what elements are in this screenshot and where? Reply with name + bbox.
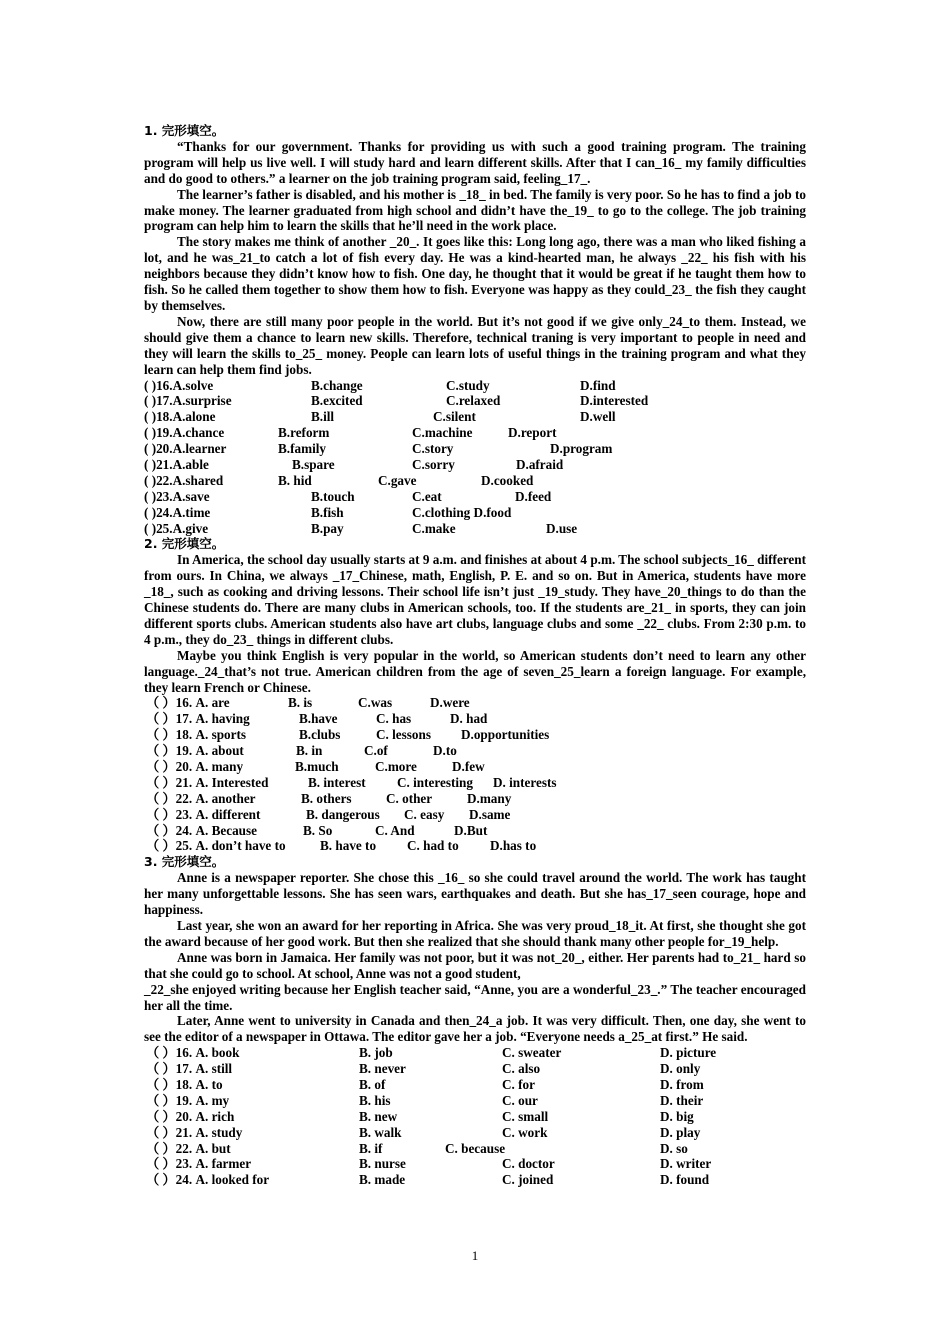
- option-a: （ ）22. A. but: [146, 1140, 231, 1156]
- option-c: C. other: [386, 790, 433, 806]
- option-a: （ ）18. A. sports: [146, 727, 247, 743]
- option-c: C.was: [358, 695, 393, 711]
- option-a: （ ）19. A. my: [146, 1092, 230, 1108]
- option-b: B.spare: [292, 456, 335, 472]
- option-b: B.fish: [311, 504, 344, 520]
- option-a: （ ）21. A. Interested: [146, 774, 269, 790]
- option-row: [144, 727, 806, 743]
- passage-paragraph: “Thanks for our government. Thanks for providing us with such a good training program. The training program will help us live well. I will study hard and learn different skills. After that I can_16_ my family difficulties and do good to others.” a learner on the job training program said, feeling_17_.: [144, 138, 806, 186]
- option-c: C.machine: [412, 425, 473, 441]
- option-list: [144, 695, 806, 854]
- passage-paragraph: Last year, she won an award for her reporting in Africa. She was very proud_18_it. At first, she thought she got the award because of her good work. But then she realized that she should thank many other people for_19_help.: [144, 918, 806, 949]
- option-d: D. from: [660, 1077, 704, 1093]
- option-d: D.few: [452, 759, 485, 775]
- option-a: ( )19.A.chance: [144, 425, 225, 441]
- option-row: [144, 1109, 806, 1125]
- option-c: C. because: [445, 1140, 506, 1156]
- option-c: C. lessons: [376, 727, 431, 743]
- option-a: ( )25.A.give: [144, 520, 209, 536]
- option-row: [144, 1125, 806, 1141]
- option-d: D.same: [469, 806, 511, 822]
- option-c: C.silent: [433, 409, 476, 425]
- option-row: [144, 743, 806, 759]
- option-c: C.more: [375, 759, 417, 775]
- option-a: ( )17.A.surprise: [144, 393, 232, 409]
- option-row: [144, 473, 806, 489]
- option-d: D. only: [660, 1061, 701, 1077]
- section-title: 2. 完形填空。: [144, 536, 225, 552]
- option-b: B. others: [301, 790, 352, 806]
- option-row: [144, 1093, 806, 1109]
- option-b: B.much: [295, 759, 339, 775]
- option-b: B. hid: [278, 472, 312, 488]
- option-d: D.afraid: [516, 456, 564, 472]
- option-c: C. doctor: [502, 1156, 555, 1172]
- passage-paragraph: Anne is a newspaper reporter. She chose this _16_ so she could travel around the world. The work has taught her many unforgettable lessons. She has seen wars, earthquakes and death. But she has_17_seen courage, hope and happiness.: [144, 870, 806, 918]
- option-d: D. picture: [660, 1045, 717, 1061]
- option-d: D.feed: [515, 488, 552, 504]
- option-b: B.clubs: [299, 727, 341, 743]
- option-b: B.family: [278, 441, 326, 457]
- option-row: [144, 457, 806, 473]
- option-a: ( )18.A.alone: [144, 409, 216, 425]
- option-row: [144, 1156, 806, 1172]
- option-d: D.to: [433, 743, 457, 759]
- option-c: C.make: [412, 520, 456, 536]
- option-b: B. of: [359, 1077, 386, 1093]
- document-body: [144, 123, 806, 1188]
- option-b: B. dangerous: [306, 806, 380, 822]
- option-b: B. never: [359, 1061, 406, 1077]
- option-row: [144, 441, 806, 457]
- option-c: C.gave: [378, 472, 417, 488]
- option-row: [144, 791, 806, 807]
- option-b: B. interest: [308, 774, 366, 790]
- option-a: （ ）18. A. to: [146, 1077, 223, 1093]
- section-title: 3. 完形填空。: [144, 854, 225, 870]
- option-d: D.well: [580, 409, 616, 425]
- option-row: [144, 838, 806, 854]
- option-a: （ ）21. A. study: [146, 1124, 243, 1140]
- option-a: （ ）23. A. farmer: [146, 1156, 252, 1172]
- option-a: （ ）19. A. about: [146, 743, 244, 759]
- passage-paragraph: The learner’s father is disabled, and his mother is _18_ in bed. The family is very poor. So he has to find a job to make money. The learner graduated from high school and didn’t have the_19_ to go to the college. The job training program can help him to learn the skills that he’ll need in the work place.: [144, 186, 806, 234]
- option-b: B.ill: [311, 409, 335, 425]
- option-c: C. joined: [502, 1172, 554, 1188]
- option-row: [144, 1061, 806, 1077]
- option-d: D.has to: [490, 838, 537, 854]
- option-a: （ ）17. A. still: [146, 1061, 233, 1077]
- option-c: C. interesting: [397, 774, 473, 790]
- option-row: [144, 1045, 806, 1061]
- option-a: （ ）24. A. Because: [146, 822, 257, 838]
- option-c: C. our: [502, 1092, 538, 1108]
- option-c: C.study: [446, 377, 490, 393]
- option-row: [144, 1172, 806, 1188]
- option-a: （ ）25. A. don’t have to: [146, 838, 286, 854]
- option-a: ( )23.A.save: [144, 488, 210, 504]
- option-c: C.eat: [412, 488, 442, 504]
- option-d: D. play: [660, 1124, 701, 1140]
- option-b: B.excited: [311, 393, 363, 409]
- option-b: B.change: [311, 377, 363, 393]
- option-b: B. new: [359, 1108, 398, 1124]
- passage-paragraph: Anne was born in Jamaica. Her family was not poor, but it was not_20_, either. Her parents had to_21_ hard so that she could go to school. At school, Anne was not a good student,: [144, 949, 806, 981]
- option-row: [144, 775, 806, 791]
- option-row: [144, 393, 806, 409]
- option-d: D.cooked: [481, 472, 534, 488]
- option-b: B. in: [296, 743, 323, 759]
- passage-paragraph: The story makes me think of another _20_. It goes like this: Long long ago, there was a man who liked fishing a lot, and he was_21_to catch a lot of fish every day. He was a kind-hearted man, he always _22_ his fish with his neighbors because they didn’t know how to fish. One day, he thought that it would be great if he taught them how to fish. So he called them together to show them how to fish. Everyone was happy as they could_23_ the fish they caught by themselves.: [144, 234, 806, 313]
- option-row: [144, 759, 806, 775]
- option-b: B. if: [359, 1140, 383, 1156]
- option-c: C. had to: [407, 838, 459, 854]
- option-d: D.opportunities: [461, 727, 550, 743]
- option-a: （ ）20. A. rich: [146, 1108, 235, 1124]
- option-b: B. have to: [320, 838, 377, 854]
- option-b: B. is: [288, 695, 313, 711]
- option-b: B.touch: [311, 488, 355, 504]
- option-b: B. made: [359, 1172, 406, 1188]
- passage-paragraph: Later, Anne went to university in Canada and then_24_a job. It was very difficult. Then, one day, she went to see the editor of a newspaper in Ottawa. The editor gave her a job. “Everyone needs a_25_at first.” He said.: [144, 1013, 806, 1045]
- option-c: C. And: [375, 822, 415, 838]
- option-row: [144, 378, 806, 394]
- option-d: D. interests: [493, 774, 557, 790]
- cloze-section-3: [144, 854, 806, 1188]
- option-b: B.pay: [311, 520, 344, 536]
- option-b: B. So: [303, 822, 333, 838]
- option-b: B.reform: [278, 425, 330, 441]
- option-d: D. found: [660, 1172, 710, 1188]
- option-d: D.program: [550, 441, 613, 457]
- option-c: C. small: [502, 1108, 549, 1124]
- passage-paragraph: In America, the school day usually starts at 9 a.m. and finishes at about 4 p.m. The school subjects_16_ different from ours. In China, we always _17_Chinese, math, English, P. E. and so on. But in America, students have more _18_, such as cooking and driving lessons. Their school life isn’t just _19_study. They have_20_things to do than the Chinese students do. There are many clubs in American schools, too. If the students are_21_ in sports, they can join different sports clubs. American students also have art clubs, language clubs and some _22_ clubs. From 2:30 p.m. to 4 p.m., they do_23_ things in different clubs.: [144, 552, 806, 647]
- option-list: [144, 378, 806, 537]
- option-row: [144, 409, 806, 425]
- option-b: B. nurse: [359, 1156, 406, 1172]
- option-d: D.were: [430, 695, 470, 711]
- option-b: B.have: [299, 711, 338, 727]
- option-d: D. big: [660, 1108, 694, 1124]
- option-a: （ ）16. A. are: [146, 695, 230, 711]
- cloze-section-1: [144, 123, 806, 536]
- option-c: C. easy: [404, 806, 445, 822]
- option-c: C.of: [364, 743, 388, 759]
- option-b: B. walk: [359, 1124, 402, 1140]
- passage-paragraph: _22_she enjoyed writing because her English teacher said, “Anne, you are a wonderful_23_.” The teacher encouraged her all the time.: [144, 981, 806, 1013]
- cloze-section-2: [144, 536, 806, 854]
- option-row: [144, 807, 806, 823]
- option-a: （ ）24. A. looked for: [146, 1172, 270, 1188]
- option-d: D.interested: [580, 393, 649, 409]
- option-row: [144, 695, 806, 711]
- option-list: [144, 1045, 806, 1188]
- option-c: C. work: [502, 1124, 548, 1140]
- option-c: C.story: [412, 441, 454, 457]
- option-b: B. his: [359, 1092, 391, 1108]
- option-a: （ ）23. A. different: [146, 806, 261, 822]
- option-a: （ ）17. A. having: [146, 711, 250, 727]
- option-row: [144, 521, 806, 537]
- option-a: （ ）22. A. another: [146, 790, 256, 806]
- option-a: ( )21.A.able: [144, 456, 209, 472]
- option-d: D. their: [660, 1092, 704, 1108]
- option-d: D. writer: [660, 1156, 712, 1172]
- option-row: [144, 489, 806, 505]
- option-row: [144, 823, 806, 839]
- option-c: C. for: [502, 1077, 535, 1093]
- option-c: C.sorry: [412, 456, 455, 472]
- option-a: ( )22.A.shared: [144, 472, 224, 488]
- option-c: C. sweater: [502, 1045, 562, 1061]
- option-d: D.find: [580, 377, 616, 393]
- section-title: 1. 完形填空。: [144, 123, 225, 138]
- option-b: B. job: [359, 1045, 393, 1061]
- option-a: （ ）16. A. book: [146, 1045, 240, 1061]
- option-a: ( )24.A.time: [144, 504, 211, 520]
- option-d: D. had: [450, 711, 488, 727]
- option-c: C.relaxed: [446, 393, 501, 409]
- option-row: [144, 505, 806, 521]
- option-a: （ ）20. A. many: [146, 759, 244, 775]
- option-d: D.many: [467, 790, 512, 806]
- option-c: C.clothing D.food: [412, 504, 512, 520]
- option-row: [144, 425, 806, 441]
- option-row: [144, 1141, 806, 1157]
- option-d: D.But: [454, 822, 488, 838]
- page-number: 1: [471, 1248, 479, 1263]
- passage-paragraph: Now, there are still many poor people in the world. But it’s not good if we give only_24_to them. Instead, we should give them a chance to learn new skills. Therefore, technical traning is very important to people in need and they will learn the skills to_25_ money. People can learn lots of useful things in the training program and what they learn can help them find jobs.: [144, 313, 806, 377]
- option-a: ( )16.A.solve: [144, 377, 214, 393]
- passage-paragraph: Maybe you think English is very popular in the world, so American students don’t need to learn any other language._24_that’s not true. American children from the age of seven_25_learn a foreign language. For example, they learn French or Chinese.: [144, 647, 806, 695]
- option-d: D. so: [660, 1140, 688, 1156]
- option-c: C. also: [502, 1061, 541, 1077]
- option-row: [144, 711, 806, 727]
- option-a: ( )20.A.learner: [144, 441, 227, 457]
- option-row: [144, 1077, 806, 1093]
- option-c: C. has: [376, 711, 412, 727]
- option-d: D.report: [508, 425, 557, 441]
- option-d: D.use: [546, 520, 578, 536]
